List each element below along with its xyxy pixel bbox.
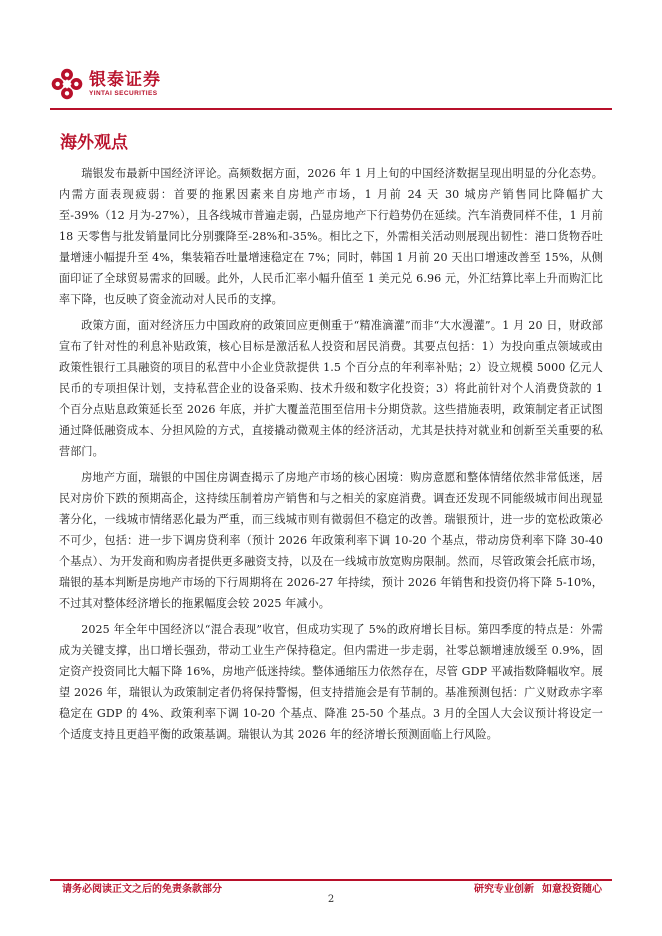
- footer-slogan-2: 如意投资随心: [542, 884, 602, 895]
- paragraph-policy: 政策方面，面对经济压力中国政府的政策回应更侧重于“精准滴灌”而非“大水漫灌”。1 月 20 日，财政部宣布了针对性的利息补贴政策，核心目标是激活私人投资和居民消费。其要点包括：1）为投向重点领域或由政策性银行工具融资的项目的私营中小企业贷款提供 1.5 个百分点的年利率补贴；2）设立规模 5000 亿元人民币的专项担保计划，支持私营企业的设备采购、技术升级和数字化投资；3）将此前针对个人消费贷款的 1 个百分点贴息政策延长至 2026 年底，并扩大覆盖范围至信用卡分期贷款。这些措施表明，政策制定者正试图通过降低融资成本、分担风险的方式，直接撬动微观主体的经济活动，尤其是扶持对就业和创新至关重要的私营部门。: [59, 319, 603, 458]
- brand-wordmark: [89, 71, 161, 98]
- header-divider: [50, 108, 612, 110]
- paragraph-high-frequency-data: 瑞银发布最新中国经济评论。高频数据方面，2026 年 1 月上旬的中国经济数据呈现出明显的分化态势。内需方面表现疲弱：首要的拖累因素来自房地产市场，1 月前 24 天 30 城房产销售同比降幅扩大至-39%（12 月为-27%），且各线城市普遍走弱，凸显房地产下行趋势仍在延续。汽车消费同样不佳，1 月前 18 天零售与批发销量同比分别骤降至-28%和-35%。相比之下，外需相关活动则展现出韧性：港口货物吞吐量增速小幅提升至 4%，集装箱吞吐量增速稳定在 7%；同时，韩国 1 月前 20 天出口增速改善至 15%，从侧面印证了全球贸易需求的回暖。此外，人民币汇率小幅升值至 1 美元兑 6.96 元，外汇结算比率上升而购汇比率下降，也反映了资金流动对人民币的支撑。: [59, 167, 603, 306]
- footer-disclaimer: 请务必阅读正文之后的免责条款部分: [62, 884, 222, 895]
- report-body: [59, 163, 603, 750]
- footer-slogan-1: 研究专业创新: [474, 884, 534, 895]
- yintai-logo-icon: [50, 67, 84, 101]
- footer-divider: [50, 879, 612, 881]
- brand-name-en: YINTAI SECURITIES: [89, 89, 158, 97]
- paragraph-real-estate: 房地产方面，瑞银的中国住房调查揭示了房地产市场的核心困境：购房意愿和整体情绪依然非常低迷，居民对房价下跌的预期高企，这持续压制着房产销售和与之相关的家庭消费。调查还发现不同能级城市间出现显著分化，一线城市情绪恶化最为严重，而三线城市则有微弱但不稳定的改善。瑞银预计，进一步的宽松政策必不可少，包括：进一步下调房贷利率（预计 2026 年政策利率下调 10-20 个基点，带动房贷利率下降 30-40 个基点）、为开发商和购房者提供更多融资支持，以及在一线城市放宽购房限制。然而，尽管政策会托底市场，瑞银的基本判断是房地产市场的下行周期将在 2026-27 年持续，预计 2026 年销售和投资仍将下降 5-10%，不过其对整体经济增长的拖累幅度会较 2025 年减小。: [59, 471, 603, 610]
- brand-name-cn: 银泰证券: [89, 69, 161, 90]
- page-number: 2: [327, 894, 335, 905]
- brand-logo: [50, 64, 161, 104]
- section-title: 海外观点: [60, 133, 128, 153]
- paragraph-2025-review: 2025 年全年中国经济以“混合表现”收官，但成功实现了 5%的政府增长目标。第四季度的特点是：外需成为关键支撑，出口增长强劲，带动工业生产保持稳定。但内需进一步走弱，社零总额增速放缓至 0.9%，固定资产投资同比大幅下降 16%，房地产低迷持续。整体通缩压力依然存在，尽管 GDP 平减指数降幅收窄。展望 2026 年，瑞银认为政策制定者仍将保持警惕，但支持措施会是有节制的。基准预测包括：广义财政赤字率稳定在 GDP 的 4%、政策利率下调 10-20 个基点、降准 25-50 个基点。3 月的全国人大会议预计将设定一个适度支持且更趋平衡的政策基调。瑞银认为其 2026 年的经济增长预测面临上行风险。: [59, 623, 603, 741]
